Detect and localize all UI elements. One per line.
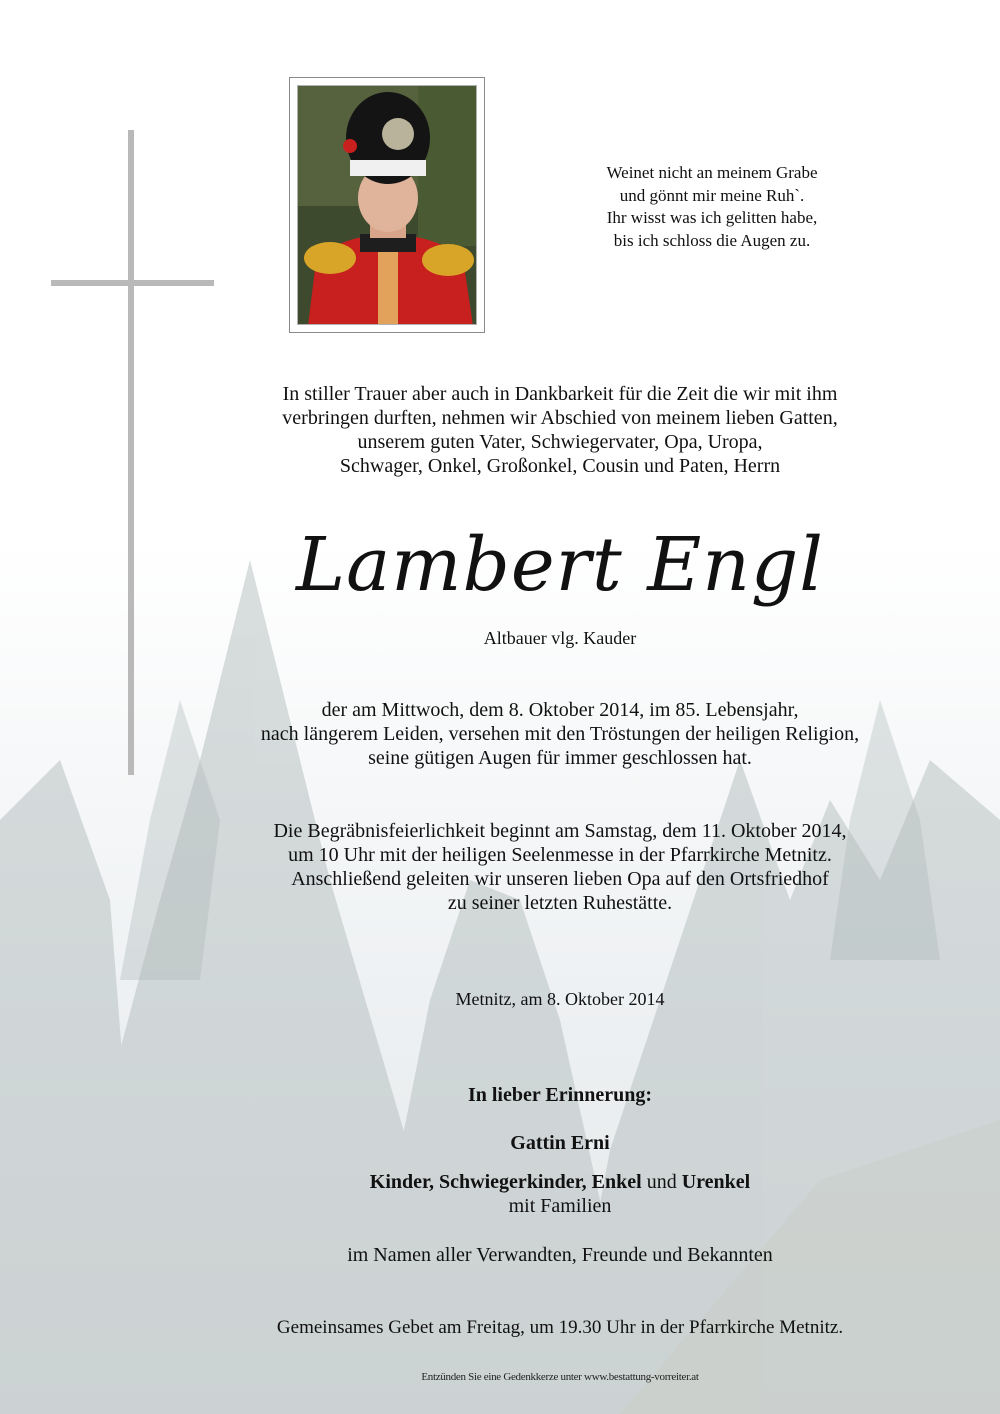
portrait-photo <box>297 85 477 325</box>
family-bold-2: Urenkel <box>681 1171 751 1193</box>
family-connector: und <box>646 1171 677 1193</box>
funeral-text <box>150 819 970 915</box>
poem-line: Weinet nicht an meinem Grabe <box>606 163 818 182</box>
funeral-line: Die Begräbnisfeierlichkeit beginnt am Samstag, dem 11. Oktober 2014, <box>273 820 847 842</box>
cross-vertical-bar <box>128 130 134 775</box>
death-notice-text <box>150 698 970 770</box>
funeral-line: Anschließend geleiten wir unseren lieben Opa auf den Ortsfriedhof <box>291 868 829 890</box>
intro-line: In stiller Trauer aber auch in Dankbarkeit für die Zeit die wir mit ihm <box>282 383 838 405</box>
death-notice-line: der am Mittwoch, dem 8. Oktober 2014, im 85. Lebensjahr, <box>321 699 799 721</box>
poem-line: bis ich schloss die Augen zu. <box>613 230 811 250</box>
intro-line: Schwager, Onkel, Großonkel, Cousin und Paten, Herrn <box>339 455 781 477</box>
portrait-illustration <box>298 86 477 325</box>
memory-family-line <box>150 1170 970 1194</box>
intro-line: unserem guten Vater, Schwiegervater, Opa, Uropa, <box>357 431 763 453</box>
death-notice-line: nach längerem Leiden, versehen mit den Tröstungen der heiligen Religion, <box>260 723 860 745</box>
intro-text <box>150 382 970 478</box>
poem <box>552 162 872 252</box>
intro-line: verbringen durften, nehmen wir Abschied von meinem lieben Gatten, <box>282 407 838 429</box>
deceased-title: Altbauer vlg. Kauder <box>483 628 637 648</box>
memory-heading: In lieber Erinnerung: <box>467 1084 653 1106</box>
memory-spouse: Gattin Erni <box>510 1132 610 1154</box>
family-suffix: mit Familien <box>508 1195 612 1217</box>
footer-note: Entzünden Sie eine Gedenkkerze unter www.bestattung-vorreiter.at <box>421 1371 699 1383</box>
place-date: Metnitz, am 8. Oktober 2014 <box>455 989 665 1009</box>
poem-line: Ihr wisst was ich gelitten habe, <box>606 208 818 227</box>
funeral-line: zu seiner letzten Ruhestätte. <box>447 892 673 914</box>
funeral-line: um 10 Uhr mit der heiligen Seelenmesse in der Pfarrkirche Metnitz. <box>288 844 832 866</box>
death-notice-line: seine gütigen Augen für immer geschlossen hat. <box>368 747 752 769</box>
poem-line: und gönnt mir meine Ruh`. <box>619 185 805 205</box>
cross-horizontal-bar <box>51 280 214 286</box>
memory-relatives: im Namen aller Verwandten, Freunde und Bekannten <box>347 1244 773 1266</box>
prayer-text: Gemeinsames Gebet am Freitag, um 19.30 Uhr in der Pfarrkirche Metnitz. <box>276 1317 844 1338</box>
memory-family <box>150 1170 970 1218</box>
deceased-name: Lambert Engl <box>296 522 824 608</box>
family-bold-1: Kinder, Schwiegerkinder, Enkel <box>369 1171 642 1193</box>
portrait-frame <box>289 77 485 333</box>
